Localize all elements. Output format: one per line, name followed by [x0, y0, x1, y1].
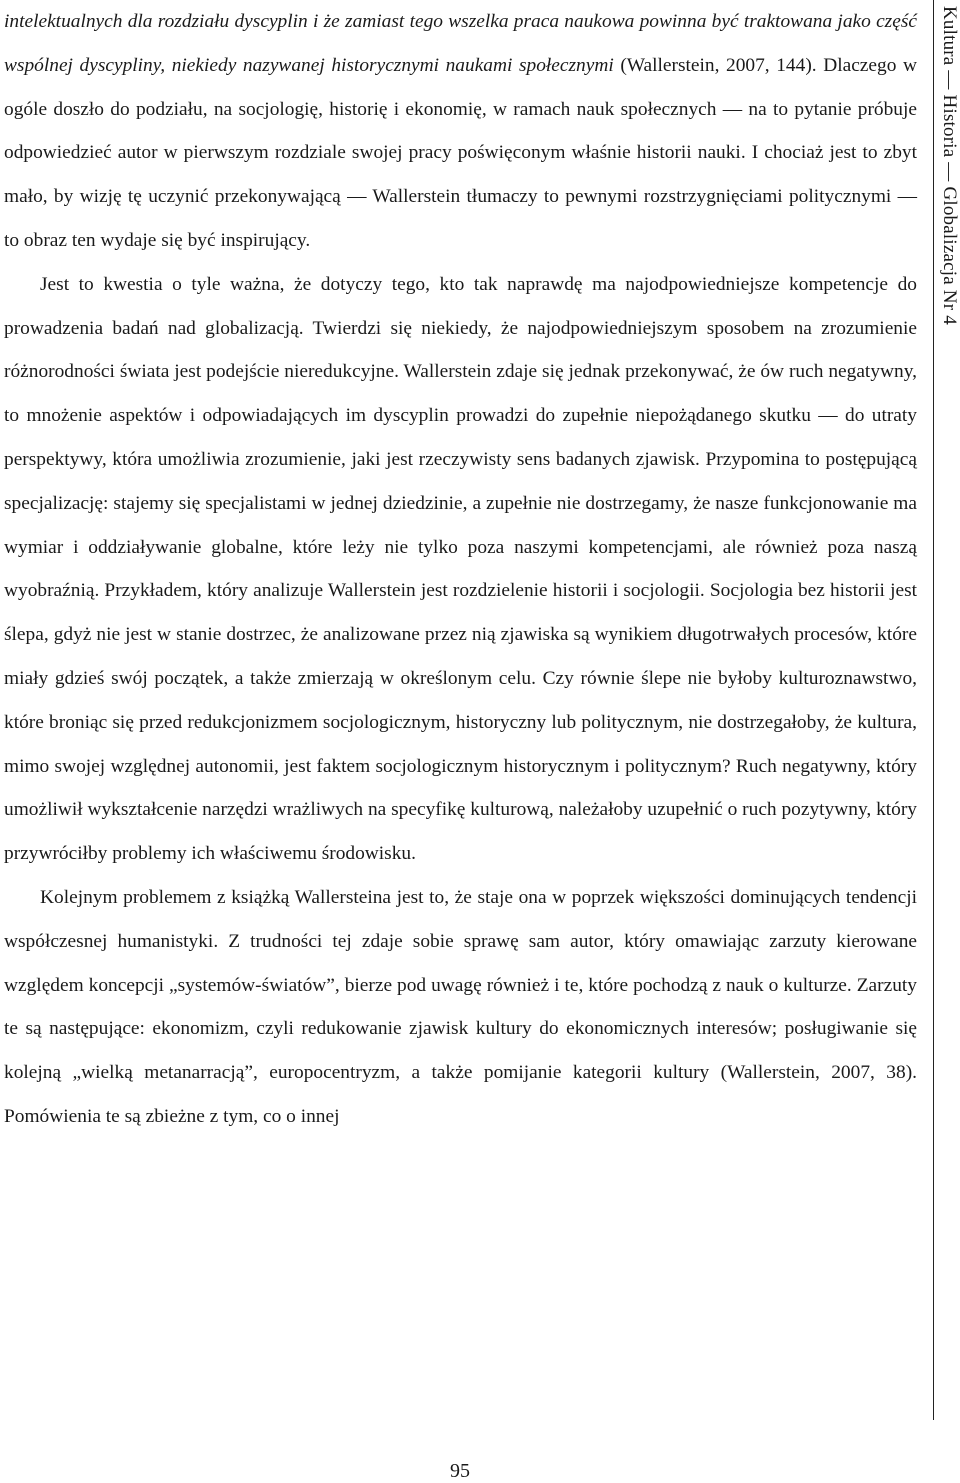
paragraph-1 [4, 0, 917, 263]
paragraph-2: Jest to kwestia o tyle ważna, że dotyczy tego, kto tak naprawdę ma najodpowiedniejsze kompetencje do prowadzenia badań nad globalizacją. Twierdzi się niekiedy, że najodpowiedniejszym sposobem na zrozumienie różnorodności świata jest podejście nieredukcyjne. Wallerstein zdaje się jednak przekonywać, że ów ruch negatywny, to mnożenie aspektów i odpowiadających im dyscyplin prowadzi do zupełnie niepożądanego skutku — do utraty perspektywy, która umożliwia zrozumienie, jaki jest rzeczywisty sens badanych zjawisk. Przypomina to postępującą specjalizację: stajemy się specjalistami w jednej dziedzinie, a zupełnie nie dostrzegamy, że nasze funkcjonowanie ma wymiar i oddziaływanie globalne, które leży nie tylko poza naszymi kompetencjami, ale również poza naszą wyobraźnią. Przykładem, który analizuje Wallerstein jest rozdzielenie historii i socjologii. Socjologia bez historii jest ślepa, gdyż nie jest w stanie dostrzec, że analizowane przez nią zjawiska są wynikiem długotrwałych procesów, które miały gdzieś swój początek, a także zmierzają w określonym celu. Czy równie ślepe nie byłoby kulturoznawstwo, które broniąc się przed redukcjonizmem socjologicznym, historyczny lub politycznym, nie dostrzegałoby, że kultura, mimo swojej względnej autonomii, jest faktem socjologicznym historycznym i politycznym? Ruch negatywny, który umożliwił wykształcenie narzędzi wrażliwych na specyfikę kulturową, należałoby uzupełnić o ruch pozytywny, który przywróciłby problemy ich właściwemu środowisku. [4, 273, 918, 865]
side-rule [933, 0, 934, 1420]
body-text [4, 0, 917, 1139]
italic-quote: intelektualnych dla rozdziału dyscyplin i że zamiast tego wszelka praca naukowa powinna być traktowana jako część wspólnej dyscypliny, niekiedy nazywanej historycznymi naukami społecznymi [4, 11, 917, 76]
paragraph-1-text: (Wallerstein, 2007, 144). Dlaczego w ogóle doszło do podziału, na socjologię, historię i ekonomię, w ramach nauk społecznych — na to pytanie próbuje odpowiedzieć autor w pierwszym rozdziale swojej pracy poświęconym właśnie historii nauki. I chociaż jest to zbyt mało, by wizję tę uczynić przekonywającą — Wallerstein tłumaczy to pewnymi rozstrzygnięciami politycznymi — to obraz ten wydaje się być inspirujący. [4, 54, 917, 251]
paragraph-3: Kolejnym problemem z książką Wallersteina jest to, że staje ona w poprzek większości dominujących tendencji współczesnej humanistyki. Z trudności tej zdaje sobie sprawę sam autor, który omawiając zarzuty kierowane względem koncepcji „systemów-światów”, bierze pod uwagę również i te, które pochodzą z nauk o kulturze. Zarzuty te są następujące: ekonomizm, czyli redukowanie zjawisk kultury do ekonomicznych interesów; posługiwanie się kolejną „wielką metanarracją”, europocentryzm, a także pomijanie kategorii kultury (Wallerstein, 2007, 38). Pomówienia te są zbieżne z tym, co o innej [4, 886, 917, 1127]
running-header: Kultura — Historia — Globalizacja Nr 4 [939, 6, 960, 325]
page-number: 95 [450, 1460, 470, 1482]
